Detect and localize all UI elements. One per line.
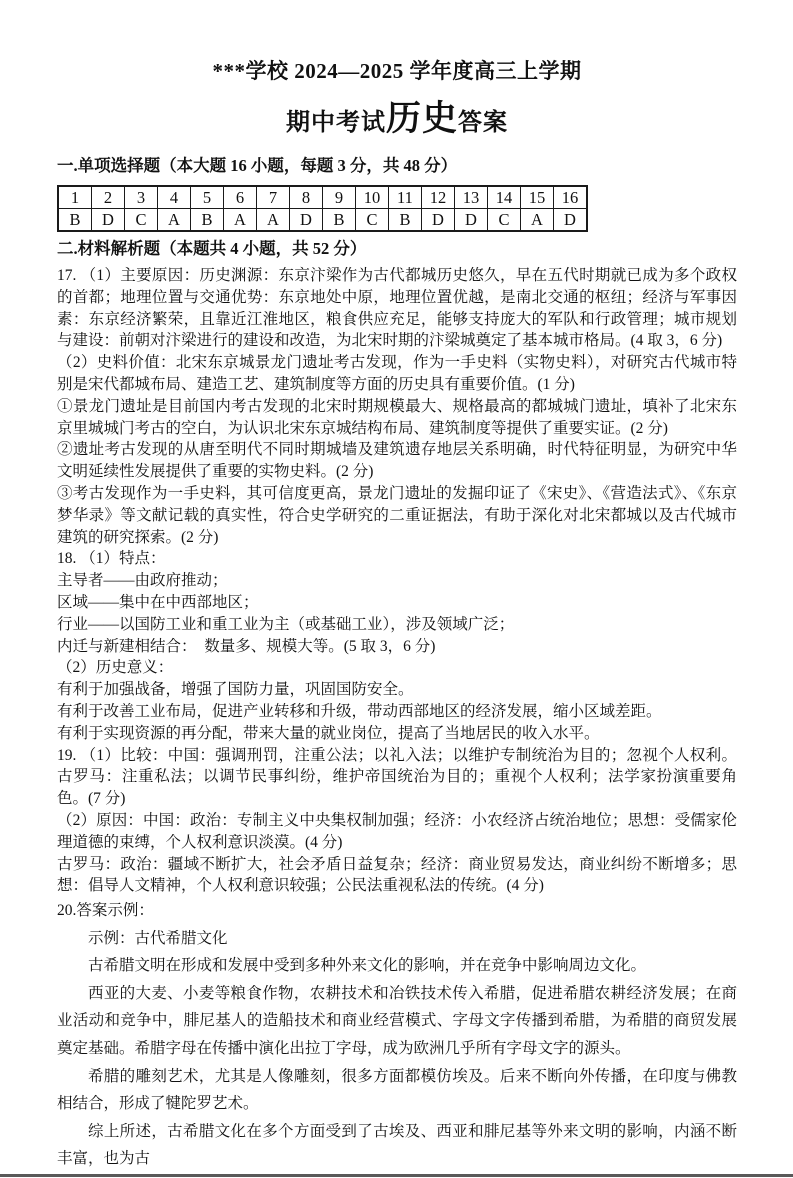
- answer-cell: B: [58, 209, 92, 232]
- answer-cell: D: [290, 209, 323, 232]
- answer-paragraph-q18-1-leader: 主导者——由政府推动；: [57, 572, 228, 590]
- answer-cell: D: [422, 209, 455, 232]
- section1-heading: 一.单项选择题（本大题 16 小题，每题 3 分，共 48 分）: [57, 156, 458, 175]
- document-page: [0, 56, 793, 1178]
- question-number-cell: 10: [356, 186, 389, 209]
- answer-paragraph-q19-2-rome: 古罗马：政治：疆域不断扩大，社会矛盾日益复杂；经济：商业贸易发达，商业纠纷不断增多；思想：倡导人文精神，个人权利意识较强；公民法重视私法的传统。(4 分): [57, 855, 737, 895]
- answer-paragraph-q20-westasia: 西亚的大麦、小麦等粮食作物，农耕技术和冶铁技术传入希腊，促进希腊农耕经济发展；在商业活动和竞争中，腓尼基人的造船技术和商业经营模式、字母文字传播到希腊，为希腊的商贸发展奠定基础。希腊字母在传播中演化出拉丁字母，成为欧洲几乎所有字母文字的源头。: [57, 984, 737, 1058]
- question-number-cell: 5: [191, 186, 224, 209]
- answer-paragraph-q18-2-point2: 有利于改善工业布局，促进产业转移和升级，带动西部地区的经济发展，缩小区域差距。: [57, 702, 662, 720]
- answer-cell: A: [158, 209, 191, 232]
- question-number-cell: 1: [58, 186, 92, 209]
- page-bottom-rule: [0, 1174, 793, 1177]
- answer-paragraph-q17-2-point1: ①景龙门遗址是目前国内考古发现的北宋时期规模最大、规格最高的都城城门遗址，填补了北宋东京里城城门考古的空白，为认识北宋东京城结构布局、建筑制度等提供了重要实证。(2 分): [57, 397, 737, 437]
- answer-cell: A: [521, 209, 554, 232]
- answer-paragraph-q18-1: 18. （1）特点：: [57, 550, 166, 568]
- answer-cell: C: [356, 209, 389, 232]
- answer-cell: A: [257, 209, 290, 232]
- answer-paragraph-q20-thesis: 古希腊文明在形成和发展中受到多种外来文化的影响，并在竞争中影响周边文化。: [88, 957, 647, 975]
- question-number-cell: 3: [125, 186, 158, 209]
- question-number-cell: 15: [521, 186, 554, 209]
- question-number-cell: 13: [455, 186, 488, 209]
- answer-paragraph-q17-1: 17. （1）主要原因：历史渊源：东京汴梁作为古代都城历史悠久，早在五代时期就已成为多个政权的首都；地理位置与交通优势：东京地处中原，地理位置优越，是南北交通的枢纽；经济与军事因素：东京经济繁荣，且靠近江淮地区，粮食供应充足，能够支持庞大的军队和行政管理；城市规划与建设：前朝对汴梁进行的建设和改造，为北宋时期的汴梁城奠定了基本城市格局。(4 取 3，6 分): [57, 267, 737, 350]
- answer-paragraph-q19-1: 19. （1）比较：中国：强调刑罚，注重公法；以礼入法；以维护专制统治为目的；忽视个人权利。古罗马：注重私法；以调节民事纠纷，维护帝国统治为目的；重视个人权利；法学家扮演重要角色。(7 分): [57, 746, 737, 808]
- question-number-cell: 2: [92, 186, 125, 209]
- question-number-cell: 9: [323, 186, 356, 209]
- question-number-row: [58, 186, 587, 209]
- answer-letter-row: [58, 209, 587, 232]
- answer-paragraph-q20-label: 20.答案示例：: [57, 902, 154, 920]
- question-number-cell: 14: [488, 186, 521, 209]
- question-number-cell: 11: [389, 186, 422, 209]
- answer-paragraph-q17-2: （2）史料价值：北宋东京城景龙门遗址考古发现，作为一手史料（实物史料），对研究古代城市特别是宋代都城布局、建造工艺、建筑制度等方面的历史具有重要价值。(1 分): [57, 354, 737, 393]
- answer-cell: C: [125, 209, 158, 232]
- document-title-line1: ***学校 2024—2025 学年度高三上学期: [212, 59, 582, 83]
- answer-cell: D: [554, 209, 588, 232]
- answer-paragraph-q18-2: （2）历史意义：: [57, 659, 174, 677]
- document-content: [0, 56, 793, 1173]
- title-subject-name: 历史: [385, 99, 458, 138]
- answer-paragraph-q17-2-point3: ③考古发现作为一手史料，其可信度更高，景龙门遗址的发掘印证了《宋史》、《营造法式》、《东京梦华录》等文献记载的真实性，符合史学研究的二重证据法，有助于深化对北宋都城以及古代城市建筑的研究探索。(2 分): [57, 484, 737, 546]
- answer-paragraph-q17-2-point2: ②遗址考古发现的从唐至明代不同时期城墙及建筑遗存地层关系明确，时代特征明显，为研究中华文明延续性发展提供了重要的实物史料。(2 分): [57, 441, 737, 481]
- question-number-cell: 12: [422, 186, 455, 209]
- answer-cell: D: [455, 209, 488, 232]
- answer-paragraph-q18-1-industry: 行业——以国防工业和重工业为主（或基础工业），涉及领域广泛；: [57, 615, 515, 633]
- answer-cell: A: [224, 209, 257, 232]
- answer-paragraph-q20-example-title: 示例：古代希腊文化: [88, 929, 228, 947]
- answer-cell: D: [92, 209, 125, 232]
- answer-paragraph-q18-1-region: 区域——集中在中西部地区；: [57, 593, 259, 611]
- section2-heading: 二.材料解析题（本题共 4 小题，共 52 分）: [57, 239, 367, 258]
- question-number-cell: 8: [290, 186, 323, 209]
- question-number-cell: 6: [224, 186, 257, 209]
- answer-paragraph-q19-2-china: （2）原因：中国：政治：专制主义中央集权制加强；经济：小农经济占统治地位；思想：受儒家伦理道德的束缚，个人权利意识淡漠。(4 分): [57, 811, 737, 851]
- question-number-cell: 16: [554, 186, 588, 209]
- answer-paragraph-q20-sculpture: 希腊的雕刻艺术，尤其是人像雕刻，很多方面都模仿埃及。后来不断向外传播，在印度与佛教相结合，形成了犍陀罗艺术。: [57, 1067, 737, 1113]
- answer-table: [57, 185, 588, 232]
- question-number-cell: 4: [158, 186, 191, 209]
- answer-paragraph-q18-2-point1: 有利于加强战备，增强了国防力量，巩固国防安全。: [57, 681, 414, 699]
- answer-paragraph-q18-2-point3: 有利于实现资源的再分配，带来大量的就业岗位，提高了当地居民的收入水平。: [57, 724, 600, 742]
- document-title-line2: [57, 96, 737, 146]
- answer-cell: B: [191, 209, 224, 232]
- answer-cell: B: [389, 209, 422, 232]
- title-answers-suffix: 答案: [458, 110, 508, 136]
- title-exam-prefix: 期中考试: [285, 110, 386, 136]
- answer-cell: C: [488, 209, 521, 232]
- answer-paragraph-q18-1-combine: 内迁与新建相结合： 数量多、规模大等。(5 取 3，6 分): [57, 637, 436, 655]
- answer-paragraph-q20-conclusion: 综上所述，古希腊文化在多个方面受到了古埃及、西亚和腓尼基等外来文明的影响，内涵不断丰富，也为古: [57, 1122, 737, 1168]
- question-number-cell: 7: [257, 186, 290, 209]
- answer-cell: B: [323, 209, 356, 232]
